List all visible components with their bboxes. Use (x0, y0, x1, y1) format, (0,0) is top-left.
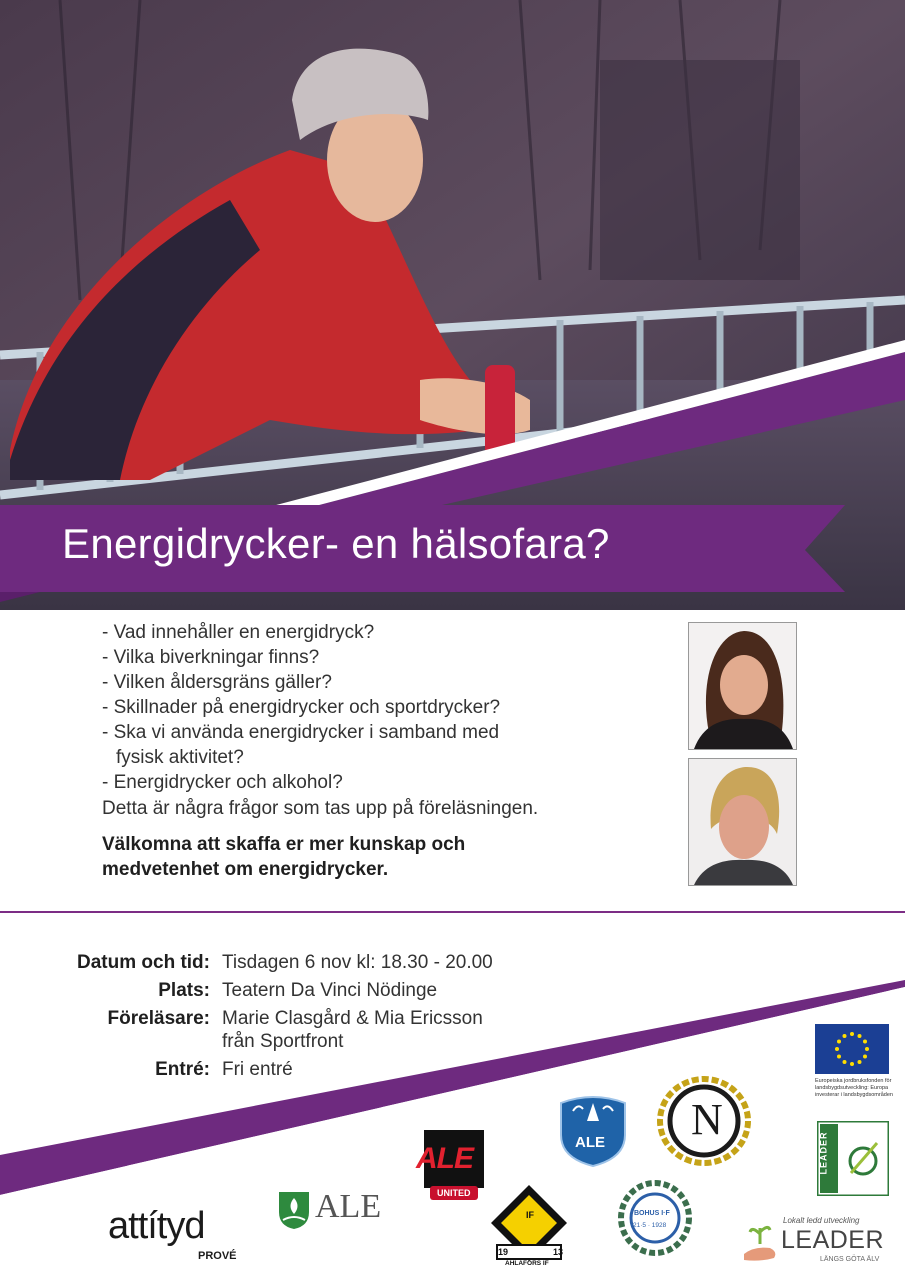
poster-title: Energidrycker- en hälsofara? (62, 520, 610, 567)
attityd-logo: attítyd (108, 1205, 205, 1247)
speaker-photo-1 (688, 622, 797, 750)
entry-value: Fri entré (222, 1059, 293, 1080)
welcome-line-1: Välkomna att skaffa er mer kunskap och (102, 834, 466, 855)
question-5-cont: fysisk aktivitet? (116, 747, 244, 768)
ale-fk-logo (553, 1093, 633, 1168)
bohus-date: 21·5 · 1928 (633, 1222, 667, 1229)
place-value: Teatern Da Vinci Nödinge (222, 980, 438, 1001)
welcome-line-2: medvetenhet om energidrycker. (102, 859, 389, 880)
ale-fk-text: ALE (575, 1134, 605, 1151)
speaker-photo-2 (688, 758, 797, 886)
attityd-sub: PROVÉ (198, 1250, 237, 1262)
leader-tagline: Lokalt ledd utveckling (783, 1216, 860, 1225)
ale-united-sub: UNITED (437, 1188, 471, 1198)
ahlafors-year-right: 13 (553, 1247, 564, 1257)
eu-caption-3: investerar i landsbygdsområden (815, 1092, 893, 1098)
ale-kommun-text: ALE (315, 1188, 382, 1225)
question-3: - Vilken åldersgräns gäller? (102, 672, 332, 693)
date-value: Tisdagen 6 nov kl: 18.30 - 20.00 (222, 952, 493, 973)
ahlafors-name: AHLAFORS IF (505, 1260, 549, 1267)
question-6: - Energidrycker och alkohol? (102, 772, 343, 793)
eu-caption (815, 1078, 895, 1099)
lecturer-label: Föreläsare: (107, 1008, 210, 1029)
nodinge-letter: N (691, 1095, 723, 1144)
date-label: Datum och tid: (77, 952, 210, 973)
question-2: - Vilka biverkningar finns? (102, 647, 320, 668)
question-5: - Ska vi använda energidrycker i samband med (102, 722, 500, 743)
leader-region: LÄNGS GÖTA ÄLV (820, 1256, 880, 1263)
ahlafors-if-text: IF (526, 1210, 534, 1220)
leader-hands-icon (740, 1218, 782, 1266)
ale-kommun-shield (277, 1190, 311, 1230)
ahlafors-year-left: 19 (498, 1247, 509, 1257)
lecturer-value-2: från Sportfront (222, 1031, 344, 1052)
bohus-name: BOHUS I·F (634, 1210, 670, 1217)
question-1: - Vad innehåller en energidryck? (102, 622, 375, 643)
place-label: Plats: (158, 980, 210, 1001)
question-4: - Skillnader på energidrycker och sportdrycker? (102, 697, 501, 718)
title-ribbon (0, 340, 905, 620)
eu-caption-2: landsbygdsutveckling: Europa (815, 1085, 889, 1091)
section-divider (0, 911, 905, 913)
lecturer-value-1: Marie Clasgård & Mia Ericsson (222, 1008, 483, 1029)
intro-note: Detta är några frågor som tas upp på föreläsningen. (102, 798, 539, 819)
bohus-if-logo (618, 1180, 692, 1258)
eu-flag-logo (815, 1024, 889, 1074)
leader-vertical-text: LEADER (818, 1131, 829, 1175)
ale-united-main: ALE (416, 1142, 473, 1175)
leader-text: LEADER (781, 1226, 885, 1254)
eu-caption-1: Europeiska jordbruksfonden för (815, 1078, 892, 1084)
entry-label: Entré: (155, 1059, 210, 1080)
